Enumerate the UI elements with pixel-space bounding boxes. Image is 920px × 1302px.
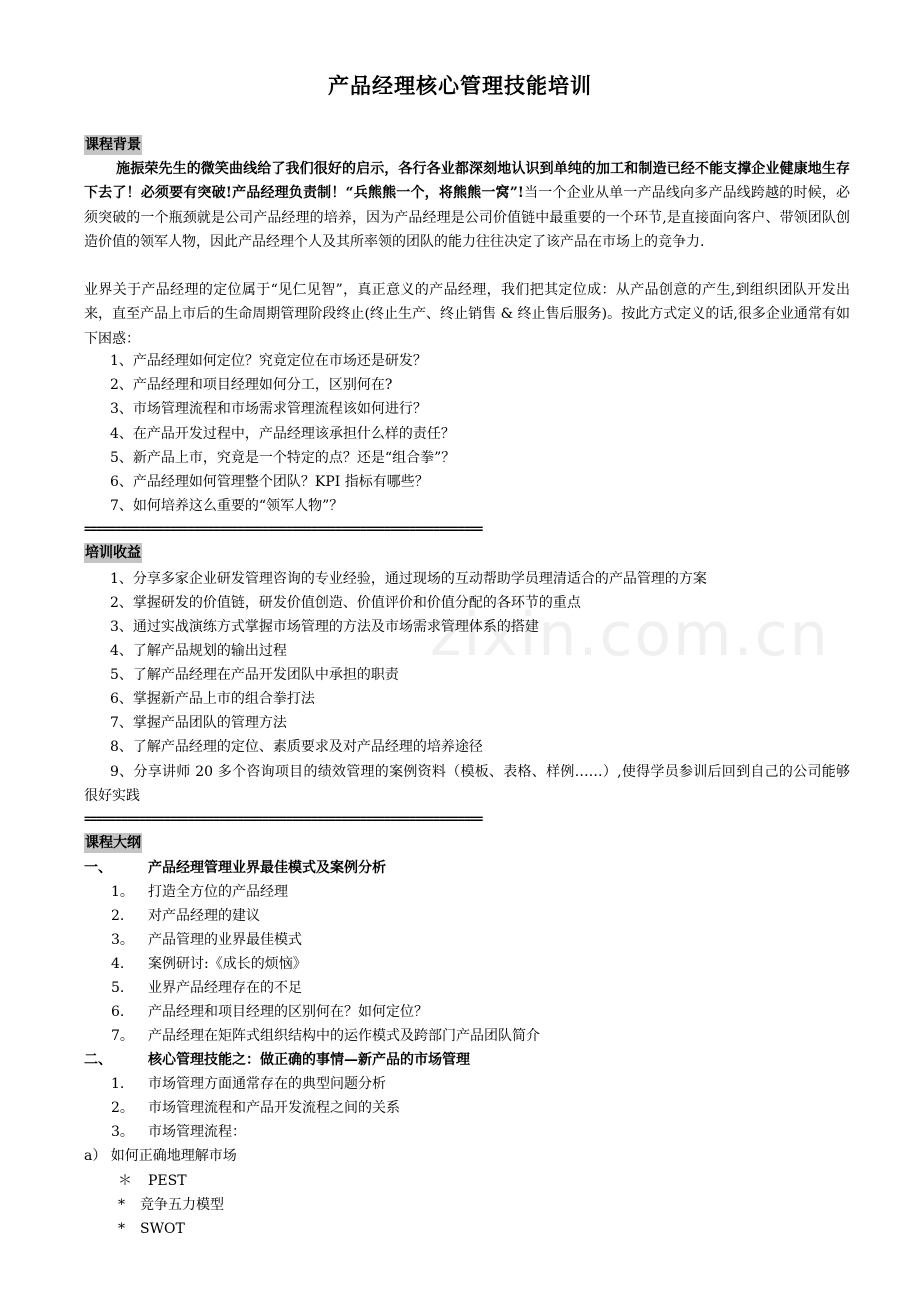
divider-line: ================================================================= [84, 522, 483, 536]
outline-item-text: 市场管理流程： [148, 1124, 246, 1140]
benefit-item: 6、掌握新产品上市的组合拳打法 [110, 691, 315, 707]
bullet-mark: * [118, 1197, 125, 1213]
outline-item [111, 1001, 428, 1023]
watermark: zixin.com.cn [430, 600, 830, 670]
outline-item [111, 977, 302, 999]
section-heading-outline: 课程大纲 [85, 835, 141, 851]
question-item: 4、在产品开发过程中，产品经理该承担什么样的责任？ [110, 426, 455, 442]
outline-bullet [118, 1194, 224, 1216]
outline-item-number: 6. [111, 1004, 125, 1020]
outline-bullet [118, 1218, 185, 1240]
benefit-item: 8、了解产品经理的定位、素质要求及对产品经理的培养途径 [110, 739, 483, 755]
outline-item-text: 市场管理方面通常存在的典型问题分析 [148, 1076, 386, 1092]
benefit-item: 1、分享多家企业研发管理咨询的专业经验，通过现场的互动帮助学员理清适合的产品管理的方案 [110, 571, 707, 587]
benefit-item: 3、通过实战演练方式掌握市场管理的方法及市场需求管理体系的搭建 [110, 619, 539, 635]
outline-part-2-title: 核心管理技能之：做正确的事情—新产品的市场管理 [148, 1052, 470, 1068]
outline-item-number: 3。 [111, 932, 134, 948]
outline-part-2-number: 二、 [84, 1052, 112, 1068]
outline-item-text: 产品经理和项目经理的区别何在？如何定位？ [148, 1004, 428, 1020]
outline-part-2-heading [84, 1049, 470, 1071]
question-item: 2、产品经理和项目经理如何分工，区别何在? [110, 377, 393, 393]
outline-item-text: 产品管理的业界最佳模式 [148, 932, 302, 948]
outline-item-number: 1. [111, 1076, 125, 1092]
benefit-item: 5、了解产品经理在产品开发团队中承担的职责 [110, 667, 399, 683]
outline-item-number: 7。 [111, 1028, 134, 1044]
outline-item-text: 打造全方位的产品经理 [148, 884, 288, 900]
outline-item [111, 905, 260, 927]
outline-item-text: 案例研讨:《成长的烦恼》 [148, 956, 307, 972]
bullet-mark: * [118, 1221, 125, 1237]
question-item: 6、产品经理如何管理整个团队？KPI 指标有哪些？ [110, 474, 429, 490]
background-paragraph-1 [84, 157, 850, 254]
benefit-item: 7、掌握产品团队的管理方法 [110, 715, 287, 731]
outline-item-number: 2. [111, 908, 125, 924]
outline-item [111, 953, 307, 975]
outline-part-1-heading [84, 857, 386, 879]
outline-item [111, 1121, 246, 1143]
outline-item-number: 5. [111, 980, 125, 996]
outline-item-number: 3。 [111, 1124, 134, 1140]
question-item: 3、市场管理流程和市场需求管理流程该如何进行？ [110, 401, 427, 417]
bullet-text: SWOT [140, 1221, 185, 1237]
bullet-text: PEST [148, 1173, 187, 1189]
outline-item [111, 1073, 386, 1095]
outline-subitem-a: a） 如何正确地理解市场 [84, 1148, 237, 1164]
section-heading-background: 课程背景 [85, 137, 141, 153]
question-item: 1、产品经理如何定位？究竟定位在市场还是研发？ [110, 353, 427, 369]
background-paragraph-1-rest: 当一个企业从单一产品线向多产品线跨越的时候，必须突破的一个瓶颈就是公司产品经理的培养，因为产品经理是公司价值链中最重要的一个环节,是直接面向客户、带领团队创造价值的领军人物，因此产品经理个人及其所率领的团队的能力往往决定了该产品在市场上的竞争力. [84, 185, 850, 250]
outline-item [111, 929, 302, 951]
question-item: 5、新产品上市，究竟是一个特定的点？还是“组合拳”？ [110, 450, 456, 466]
outline-part-1-number: 一、 [84, 860, 112, 876]
section-heading-benefits: 培训收益 [85, 545, 141, 561]
outline-item-text: 产品经理在矩阵式组织结构中的运作模式及跨部门产品团队简介 [148, 1028, 540, 1044]
outline-item-number: 4. [111, 956, 125, 972]
outline-part-1-title: 产品经理管理业界最佳模式及案例分析 [148, 860, 386, 876]
outline-item-number: 2。 [111, 1100, 134, 1116]
outline-item-text: 业界产品经理存在的不足 [148, 980, 302, 996]
outline-item [111, 1025, 540, 1047]
benefit-item: 2、掌握研发的价值链，研发价值创造、价值评价和价值分配的各环节的重点 [110, 595, 581, 611]
bullet-text: 竞争五力模型 [140, 1197, 224, 1213]
background-paragraph-1-bold: 施振荣先生的微笑曲线给了我们很好的启示，各行各业都深刻地认识到单纯的加工和制造已经不能支撑企业健康地生存下去了！必须要有突破!产品经理负责制！“兵熊熊一个，将熊熊一窝”! [84, 161, 850, 202]
divider-line: ================================================================= [84, 812, 483, 826]
outline-item-text: 市场管理流程和产品开发流程之间的关系 [148, 1100, 400, 1116]
bullet-mark: ＊ [118, 1173, 132, 1189]
benefit-item-9: 9、分享讲师 20 多个咨询项目的绩效管理的案例资料（模板、表格、样例……）,使得学员参训后回到自己的公司能够很好实践 [84, 764, 850, 805]
benefit-item: 4、了解产品规划的输出过程 [110, 643, 287, 659]
outline-item-number: 1。 [111, 884, 134, 900]
outline-item [111, 881, 288, 903]
outline-item-text: 对产品经理的建议 [148, 908, 260, 924]
outline-bullet [118, 1170, 187, 1192]
outline-item [111, 1097, 400, 1119]
background-paragraph-2: 业界关于产品经理的定位属于“见仁见智”，真正意义的产品经理，我们把其定位成：从产品创意的产生,到组织团队开发出来，直至产品上市后的生命周期管理阶段终止(终止生产、终止销售 & 终止售后服务)。按此方式定义的话,很多企业通常有如下困惑： [84, 282, 850, 347]
document-title: 产品经理核心管理技能培训 [328, 74, 592, 98]
question-item: 7、如何培养这么重要的“领军人物”？ [110, 498, 344, 514]
